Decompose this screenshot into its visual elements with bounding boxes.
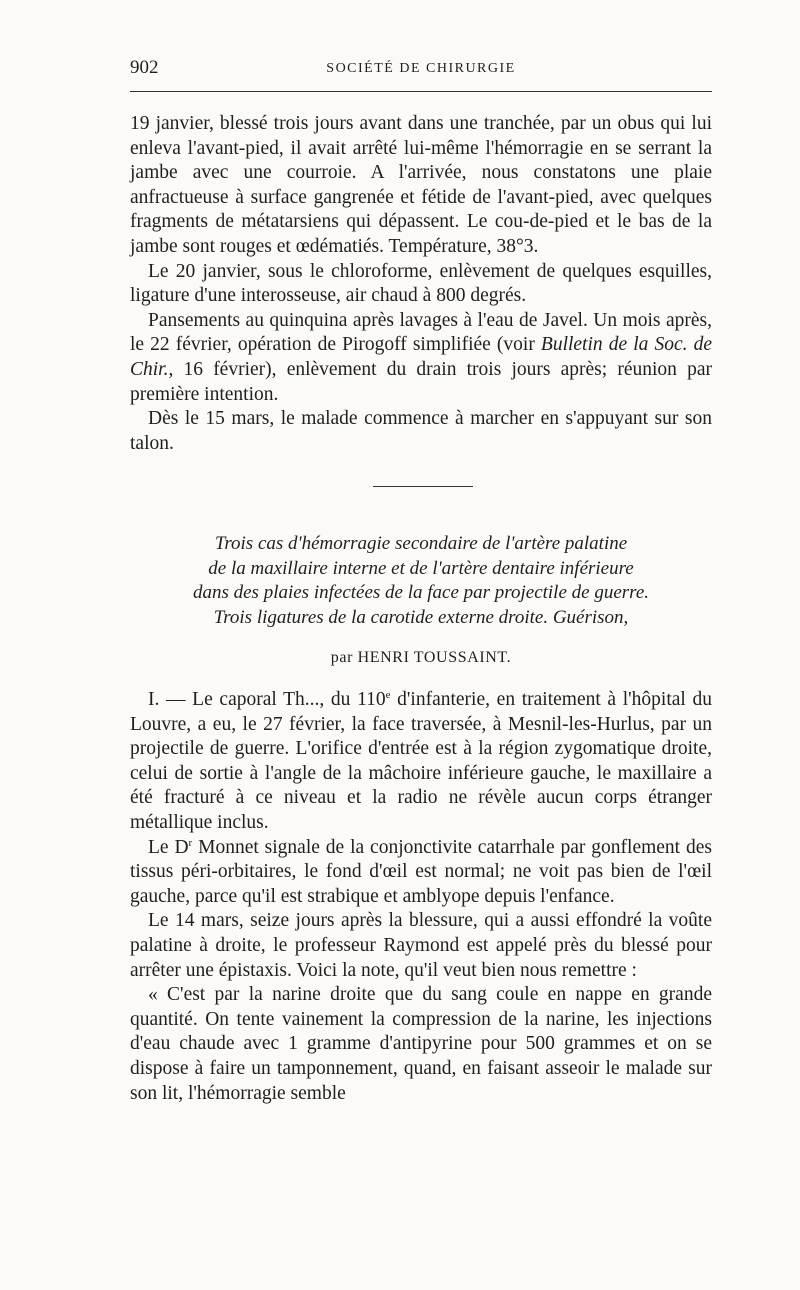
paragraph xyxy=(130,688,712,836)
text-run: , 16 février), enlèvement du drain trois jours après; réunion par première intention. xyxy=(130,358,712,405)
paragraph: Le 14 mars, seize jours après la blessure, qui a aussi effondré la voûte palatine à droite, le professeur Raymond est appelé près du blessé pour arrêter une épistaxis. Voici la note, qu'il veut bien nous remettre : xyxy=(130,910,712,981)
previous-case-text xyxy=(130,112,712,456)
article-body xyxy=(130,688,712,1106)
text-run: Pansements au quinquina après lavages à l'eau de Javel. Un mois après, le 22 février, opération de Pirogoff simplifiée (voir xyxy=(130,309,712,356)
title-line: dans des plaies infectées de la face par projectile de guerre. xyxy=(192,582,650,603)
citation-italic: Bulletin de la Soc. de Chir. xyxy=(130,334,713,380)
article-title xyxy=(130,532,712,630)
title-line: Trois cas d'hémorragie secondaire de l'artère palatine xyxy=(214,533,628,554)
paragraph: Dès le 15 mars, le malade commence à marcher en s'appuyant sur son talon. xyxy=(130,408,712,454)
article-author: par HENRI TOUSSAINT. xyxy=(330,649,512,666)
superscript: e xyxy=(385,689,391,701)
title-line: Trois ligatures de la carotide externe droite. Guérison, xyxy=(213,606,629,628)
text-run: d'infanterie, en traitement à l'hôpital du Louvre, a eu, le 27 février, la face traversée, à Mesnil-les-Hurlus, par un projectile de guerre. L'orifice d'entrée est à la région zygomatique droite, celui de sortie à l'angle de la mâchoire inférieure gauche, le maxillaire a été fracturé à ce niveau et la radio ne révèle aucun corps étranger métallique inclus. xyxy=(130,689,712,833)
title-line: de la maxillaire interne et de l'artère dentaire inférieure xyxy=(208,557,634,579)
page-number: 902 xyxy=(130,57,159,78)
running-head: SOCIÉTÉ DE CHIRURGIE xyxy=(326,61,516,76)
superscript: r xyxy=(188,836,193,849)
paragraph xyxy=(130,836,712,910)
header-rule xyxy=(130,91,712,92)
text-run: Le D xyxy=(148,836,189,858)
section-separator xyxy=(373,486,473,487)
text-run: Monnet signale de la conjonctivite catarrhale par gonflement des tissus péri-orbitaires, le fond d'œil est normal; ne voit pas bien de l'œil gauche, parce qu'il est strabique et amblyope depuis l'enfance. xyxy=(130,836,712,907)
paragraph: Le 20 janvier, sous le chloroforme, enlèvement de quelques esquilles, ligature d'une interosseuse, air chaud à 800 degrés. xyxy=(130,260,712,307)
text-run: I. — Le caporal Th..., du 110 xyxy=(148,689,386,710)
paragraph: 19 janvier, blessé trois jours avant dans une tranchée, par un obus qui lui enleva l'avant-pied, il avait arrêté lui-même l'hémorragie en se serrant la jambe avec une courroie. A l'arrivée, nous constatons une plaie anfractueuse à surface gangrenée et fétide de l'avant-pied, avec quelques fragments de métatarsiens qui dépassent. Le cou-de-pied et le bas de la jambe sont rouges et œdématiés. Température, 38°3. xyxy=(130,113,712,257)
page-header xyxy=(130,55,712,85)
paragraph xyxy=(130,309,712,407)
paragraph: « C'est par la narine droite que du sang coule en nappe en grande quantité. On tente vainement la compression de la narine, les injections d'eau chaude avec 1 gramme d'antipyrine pour 500 grammes et on se dispose à faire un tamponnement, quand, en faisant asseoir le malade sur son lit, l'hémorragie semble xyxy=(130,984,712,1104)
